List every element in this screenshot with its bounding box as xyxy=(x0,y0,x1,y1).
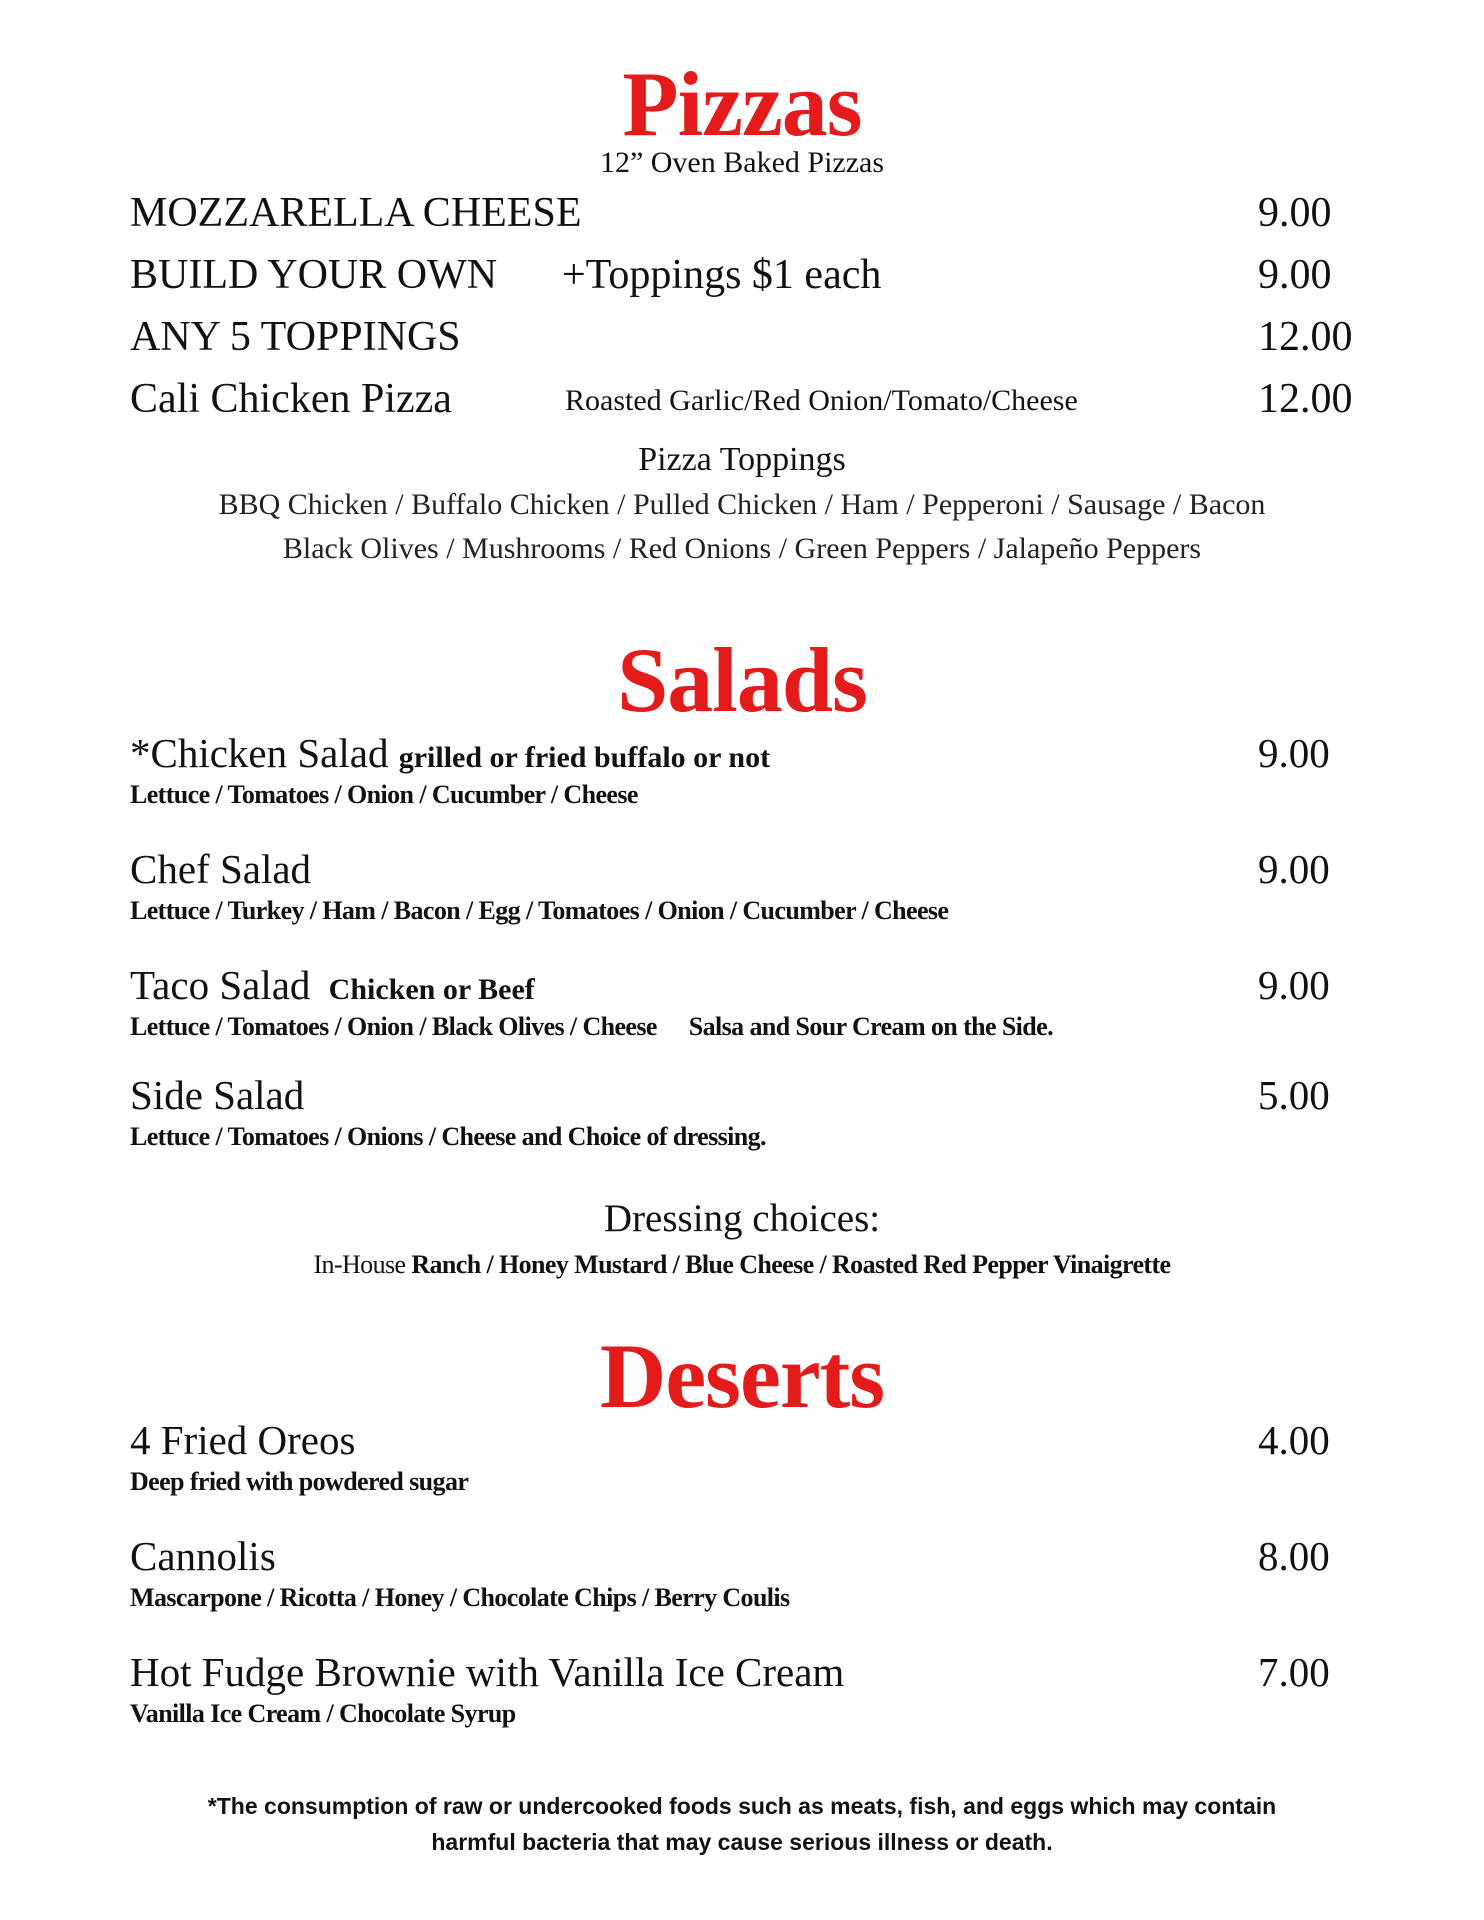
dressing-options: Ranch / Honey Mustard / Blue Cheese / Roasted Red Pepper Vinaigrette xyxy=(411,1250,1171,1279)
salad-item-name xyxy=(130,962,535,1008)
dressing-list xyxy=(0,1252,1484,1278)
desert-item-price: 7.00 xyxy=(1258,1649,1330,1695)
disclaimer-line: *The consumption of raw or undercooked foods such as meats, fish, and eggs which may contain xyxy=(207,1793,1277,1819)
salad-item-price: 9.00 xyxy=(1258,730,1330,776)
toppings-line: Black Olives / Mushrooms / Red Onions / Green Peppers / Jalapeño Peppers xyxy=(282,532,1202,565)
salad-item-price: 9.00 xyxy=(1258,846,1330,892)
toppings-line: BBQ Chicken / Buffalo Chicken / Pulled Chicken / Ham / Pepperoni / Sausage / Bacon xyxy=(218,488,1266,521)
salad-desc-text: Lettuce / Tomatoes / Onion / Black Olives / Cheese xyxy=(130,1012,657,1041)
salad-item-desc xyxy=(130,1014,1053,1040)
pizza-item-price: 9.00 xyxy=(1258,252,1332,298)
salads-heading: Salads xyxy=(617,629,867,731)
pizza-item-note: Roasted Garlic/Red Onion/Tomato/Cheese xyxy=(565,384,1078,417)
salad-extra-text: grilled or fried buffalo or not xyxy=(398,741,771,774)
salad-item-name: Side Salad xyxy=(130,1072,305,1118)
pizza-item-name: Cali Chicken Pizza xyxy=(130,376,452,422)
pizzas-subtitle: 12” Oven Baked Pizzas xyxy=(599,146,885,179)
pizza-item-note: +Toppings $1 each xyxy=(562,252,882,298)
salad-item-name: Chef Salad xyxy=(130,846,312,892)
salad-name-text: Taco Salad xyxy=(130,962,311,1008)
salad-extra-text: Chicken or Beef xyxy=(328,973,535,1006)
desert-item-desc: Vanilla Ice Cream / Chocolate Syrup xyxy=(130,1699,516,1728)
desert-item-name: Hot Fudge Brownie with Vanilla Ice Cream xyxy=(130,1649,845,1695)
toppings-heading: Pizza Toppings xyxy=(638,441,846,478)
desert-item-name: 4 Fried Oreos xyxy=(130,1417,356,1463)
salad-item-desc: Lettuce / Tomatoes / Onion / Cucumber / Cheese xyxy=(130,780,638,809)
pizza-item-price: 12.00 xyxy=(1258,314,1353,360)
desert-item-name: Cannolis xyxy=(130,1533,276,1579)
pizza-item-price: 12.00 xyxy=(1258,376,1353,422)
desert-item-desc: Deep fried with powdered sugar xyxy=(130,1467,469,1496)
pizza-item-name: MOZZARELLA CHEESE xyxy=(130,190,582,236)
pizzas-heading: Pizzas xyxy=(622,53,862,155)
salad-name-text: *Chicken Salad xyxy=(130,730,389,776)
salad-item-desc: Lettuce / Turkey / Ham / Bacon / Egg / Tomatoes / Onion / Cucumber / Cheese xyxy=(130,896,949,925)
desert-item-desc: Mascarpone / Ricotta / Honey / Chocolate Chips / Berry Coulis xyxy=(130,1583,790,1612)
disclaimer-line: harmful bacteria that may cause serious illness or death. xyxy=(431,1829,1053,1855)
salad-item-desc: Lettuce / Tomatoes / Onions / Cheese and Choice of dressing. xyxy=(130,1122,766,1151)
pizza-item-price: 9.00 xyxy=(1258,190,1332,236)
deserts-heading: Deserts xyxy=(599,1325,885,1427)
pizza-item-name: ANY 5 TOPPINGS xyxy=(130,314,461,360)
desert-item-price: 8.00 xyxy=(1258,1533,1330,1579)
salad-item-name xyxy=(130,730,771,776)
salad-item-price: 5.00 xyxy=(1258,1072,1330,1118)
dressing-prefix: In-House xyxy=(313,1250,406,1279)
pizza-item-name: BUILD YOUR OWN xyxy=(130,252,498,298)
desert-item-price: 4.00 xyxy=(1258,1417,1330,1463)
salad-desc-extra: Salsa and Sour Cream on the Side. xyxy=(688,1012,1054,1041)
salad-item-price: 9.00 xyxy=(1258,962,1330,1008)
dressing-heading: Dressing choices: xyxy=(603,1197,881,1240)
